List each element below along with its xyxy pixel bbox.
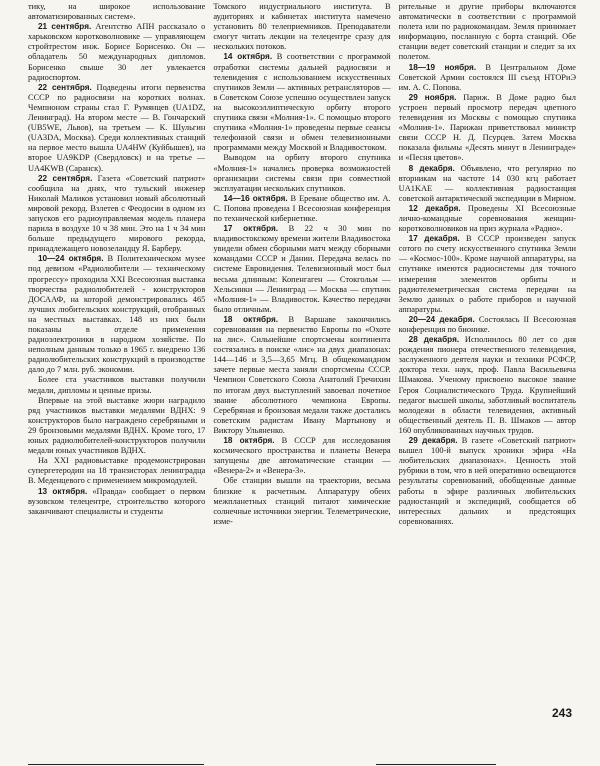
- chronicle-entry: [28, 396, 205, 457]
- entry-date: 29 декабря.: [408, 436, 458, 446]
- entry-text: Впервые на этой выставке жюри наградило ряд участников выставки медалями ВДНХ: 9 конструкторов было награждено серебряными и 29 бронзовыми медалями ВДНХ. Кроме того, 17 юных радиолюбителей-конструкторов получили медали юных участников ВДНХ.: [28, 395, 206, 456]
- entry-text: Состоялась II Всесоюзная конференция по бионике.: [398, 314, 576, 334]
- column-3: [399, 2, 576, 732]
- entry-text: Выводом на орбиту второго спутника «Молния-1» начались проверка возможностей организации системы связи при совместной эксплуатации нескольких спутников.: [213, 153, 391, 193]
- entry-text: рительные и другие приборы включаются автоматически в соответствии с программой полета или по радиокомандам. Земля принимает информацию, посланную с борта станций. Обе станции ведет советский станции и следит за их полетом.: [398, 2, 576, 62]
- entry-date: 14 октября.: [223, 52, 273, 62]
- entry-text: «Правда» сообщает о первом вузовском телецентре, строительство которого заканчивают специалисты и студенты: [28, 486, 206, 516]
- entry-text: В газете «Советский патриот» вышел 100-й выпуск хроники эфира «На любительских диапазонах». Ценность этой рубрики в том, что в ней оперативно освещаются результаты соревнований, обобщенные данные работы в эфире различных любительских радиостанций и экспедиций, сообщается об интересных дальних и предстоящих соревнованиях.: [398, 436, 576, 526]
- entry-text: Проведены XI Всесоюзные лично-командные соревнования женщин-коротковолновиков на приз журнала «Радио».: [398, 203, 576, 234]
- entry-date: 28 декабря.: [408, 335, 460, 345]
- entry-text: В СССР для исследования космического пространства и планеты Венера запущены две автоматические станции — «Венера-2» и «Венера-3».: [213, 436, 391, 476]
- column-3-end-rule: [376, 764, 496, 765]
- entry-text: тику, на широкое использование автоматизированных систем».: [28, 2, 206, 22]
- entry-text: На XXI радиовыставке продемонстрирован супергетеродин на 18 транзисторах ленинградца В. Меденцевого с применением микромодулей.: [28, 456, 206, 486]
- entry-text: Париж. В Доме радио был устроен первый просмотр передач цветного телевидения из Москвы с помощью спутника «Молния-1». Парижан приветствовал министр связи СССР Н. Д. Псурцев. Затем Москва показала фильмы «Десять минут в Ленинграде» и «Песня цветов».: [398, 92, 576, 163]
- chronicle-entry: [28, 174, 205, 255]
- entry-text: Обе станции вышли на траектории, весьма близкие к расчетным. Аппаратуру обеих межпланетных станций питают химические солнечные источники энергии. Телеметрические, изме-: [213, 476, 391, 526]
- entry-date: 10—24 октября.: [38, 254, 104, 264]
- chronicle-entry: [399, 315, 576, 335]
- entry-date: 17 декабря.: [408, 234, 460, 244]
- chronicle-entry: [213, 224, 390, 315]
- chronicle-entry: [28, 375, 205, 395]
- entry-date: 12 декабря.: [408, 203, 461, 213]
- entry-date: 18 октября.: [223, 314, 279, 324]
- entry-date: 22 сентября.: [38, 82, 92, 92]
- entry-text: В Ереване общество им. А. С. Попова проведена I Всесоюзная конференция по технической кибернетике.: [213, 193, 391, 223]
- entry-text: В Политехническом музее под девизом «Радиолюбители — техническому прогрессу» проходила XXI Всесоюзная выставка творчества радиолюбителей - конструкторов ДОСААФ, на которой демонстрировались 465 лучших любительских конструкций, отобранных на местных выставках. 148 из них были показаны в отделе применения радиоэлектроники в народном хозяйстве. По неполным данным только в 1965 г. внедрено 136 радиолюбительских конструкций в производстве дало до 7 млн. руб. экономии.: [28, 254, 206, 375]
- chronicle-entry: [213, 194, 390, 224]
- column-1: [28, 2, 205, 732]
- entry-text: Объявлено, что регулярно по вторникам на частоте 14 030 кгц работает UA1KAE — коллективная радиостанция советской антарктической экспедиции в Мирном.: [398, 163, 576, 203]
- entry-date: 13 октября.: [38, 486, 88, 496]
- entry-date: 17 октября.: [223, 224, 279, 234]
- chronicle-entry: [213, 315, 390, 436]
- chronicle-entry: [213, 153, 390, 193]
- chronicle-entry: [213, 476, 390, 526]
- entry-date: 18—19 ноября.: [408, 62, 477, 72]
- entry-text: Подведены итоги первенства СССР по радиосвязи на коротких волнах. Чемпионом страны стал Г. Румянцев (UA1DZ, Ленинград). На втором месте — В. Гончарский (UB5WE, Львов), на третьем — К. Шульгин (UA3DA, Москва). Среди коллективных станций на первое место вышла UA4HW (Куйбышев), на второе UA9KDP (Свердловск) и на третье — UA4KWB (Саранск).: [28, 82, 206, 173]
- magazine-page: [28, 2, 576, 732]
- entry-text: В СССР произведен запуск сотого по счету искусственного спутника Земли — «Космос-100». Кроме научной аппаратуры, на спутнике имеются радиосистемы для точного измерения элементов орбиты и радиотелеметрическая система передачи на Землю данных о работе приборов и научной аппаратуры.: [398, 234, 576, 314]
- entry-text: Более ста участников выставки получили медали, дипломы и ценные призы.: [28, 375, 206, 395]
- entry-date: 14—16 октября.: [223, 193, 288, 203]
- chronicle-entry: [28, 22, 205, 83]
- chronicle-entry: [28, 2, 205, 22]
- entry-date: 20—24 декабря.: [408, 314, 475, 324]
- entry-text: Агентство АПН рассказало о харьковском коротковолновике — управляющем стройтрестом инж. Борисе Борисенко. Он — обладатель 50 международных дипломов. Борисенко свыше 30 лет увлекается радиоспортом.: [28, 22, 206, 82]
- chronicle-entry: [399, 164, 576, 204]
- entry-text: Исполнилось 80 лет со дня рождения пионера отечественного телевидения, заслуженного деятеля науки и техники РСФСР, доктора техн. наук, проф. Павла Васильевича Шмакова. Ученому присвоено высокое звание Героя Социалистического Труда. Крупнейший педагог высшей школы, заботливый воспитатель молодежи в области телевидения, активный общественный деятель П. В. Шмаков — автор 160 опубликованных научных трудов.: [398, 335, 576, 435]
- chronicle-entry: [399, 204, 576, 234]
- chronicle-entry: [213, 436, 390, 476]
- page-number: 243: [552, 706, 573, 720]
- chronicle-entry: [28, 487, 205, 517]
- column-1-end-rule: [28, 764, 204, 765]
- entry-text: В соответствии с программой отработки системы дальней радиосвязи и телевидения с использованием искусственных спутников Земли — активных ретрансляторов — в Советском Союзе успешно осуществлен запуск на высокоэллиптическую орбиту второго спутника связи «Молния-1». С помощью второго спутника «Молния-1» проведены первые сеансы телефонной связи и обмен телевизионными программами между Москвой и Владивостоком.: [213, 52, 391, 153]
- chronicle-entry: [213, 2, 390, 52]
- entry-date: 18 октября.: [223, 436, 275, 446]
- chronicle-entry: [28, 254, 205, 375]
- chronicle-entry: [399, 335, 576, 436]
- entry-date: 21 сентября.: [38, 22, 92, 32]
- chronicle-entry: [399, 93, 576, 164]
- entry-date: 8 декабря.: [408, 163, 455, 173]
- chronicle-entry: [399, 234, 576, 315]
- chronicle-entry: [399, 63, 576, 93]
- entry-text: Газета «Советский патриот» сообщила на днях, что тульский инженер Николай Маликов установил новый абсолютный мировой рекорд. Взлетев с Феодосии в одном из запусков его радиоуправляемая модель планера парила в воздухе 10 ч 38 мин. Это на 1 ч 34 мин больше предыдущего мирового рекорда, принадлежащего новозеландцу Я. Барберу.: [28, 173, 206, 254]
- chronicle-entry: [399, 436, 576, 527]
- entry-text: В Варшаве закончились соревнования на первенство Европы по «Охоте на лис». Сильнейшие спортсмены континента состязались в поиске «лис» на двух диапазонах: 144—146 и 3,5—3,65 Мгц. В общекомандном зачете первые места заняли спортсмены СССР. Чемпион Советского Союза Анатолий Гречихин по итогам двух выступлений завоевал почетное звание абсолютного чемпиона Европы. Серебряная и бронзовая медали также достались советским радистам Ивану Мартынову и Виктору Ульяненко.: [213, 314, 391, 435]
- entry-text: В Центральном Доме Советской Армии состоялся III съезд НТОРиЭ им. А. С. Попова.: [398, 62, 576, 92]
- entry-date: 22 сентября.: [38, 173, 93, 183]
- entry-text: Томского индустриального института. В аудиториях и кабинетах института намечено установить 80 телеприемников. Преподаватели смогут читать лекции на телецентре сразу для нескольких потоков.: [213, 2, 391, 52]
- entry-text: В 22 ч 30 мин по владивостокскому времени жители Владивостока увидели обмен сборными матч между сборными командами СССР и Дании. Передача велась по системе Евровидения. Телевизионный мост был весьма длинным: Копенгаген — Стокгольм — Хельсинки — Ленинград — Москва — спутник «Молния-1» — Владивосток. Качество передачи было отличным.: [213, 224, 391, 314]
- chronicle-entry: [213, 52, 390, 153]
- column-2: [213, 2, 390, 732]
- entry-date: 29 ноября.: [408, 92, 457, 102]
- chronicle-entry: [28, 83, 205, 174]
- chronicle-entry: [399, 2, 576, 63]
- chronicle-entry: [28, 456, 205, 486]
